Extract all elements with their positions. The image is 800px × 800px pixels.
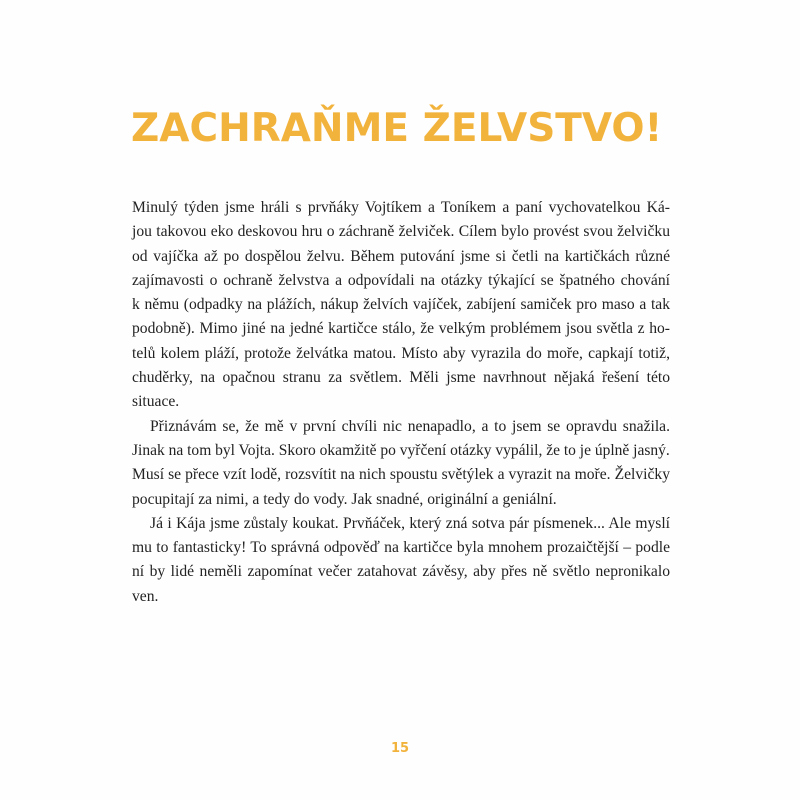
- text-line: Přiznávám se, že mě v první chvíli nic nenapadlo, a to jsem se opravdu snažila.: [150, 417, 670, 435]
- text-line: chuděrky, na opačnou stranu za světlem. Měli jsme navrhnout nějaká řešení této: [132, 369, 670, 387]
- text-line: od vajíčka až po dospělou želvu. Během putování jsme si četli na kartičkách různé: [132, 247, 670, 265]
- paragraph-2: [132, 415, 670, 512]
- page-number: 15: [390, 741, 410, 756]
- text-line: Musí se přece vzít lodě, rozsvítit na nich spoustu světýlek a vyrazit na moře. Želvičky: [132, 466, 670, 484]
- text-line: pocupitají za nimi, a tedy do vody. Jak snadné, originální a geniální.: [132, 490, 557, 508]
- text-line: mu to fantasticky! To správná odpověď na kartičce byla mnohem prozaičtější – podle: [132, 539, 670, 557]
- text-line: jou takovou eko deskovou hru o záchraně želviček. Cílem bylo provést svou želvičku: [132, 223, 670, 241]
- text-line: zajímavosti o ochraně želvstva a odpovídali na otázky týkající se špatného chování: [132, 271, 670, 289]
- text-line: ní by lidé neměli zapomínat večer zatahovat závěsy, aby přes ně světlo nepronikalo: [132, 563, 670, 581]
- text-line: Já i Kája jsme zůstaly koukat. Prvňáček, který zná sotva pár písmenek... Ale myslí: [150, 514, 670, 532]
- body-text: [132, 196, 670, 609]
- text-line: podobně). Mimo jiné na jedné kartičce stálo, že velkým problémem jsou světla z ho-: [132, 320, 670, 338]
- text-line: k němu (odpadky na plážích, nákup želvích vajíček, zabíjení samiček pro maso a tak: [132, 296, 670, 314]
- text-line: ven.: [132, 587, 159, 605]
- text-line: Jinak na tom byl Vojta. Skoro okamžitě po vyřčení otázky vypálil, že to je úplně jasný.: [132, 441, 670, 459]
- paragraph-3: [132, 512, 670, 609]
- text-line: telů kolem pláží, protože želvátka matou. Místo aby vyrazila do moře, capkají totiž,: [132, 344, 670, 362]
- paragraph-1: [132, 196, 670, 415]
- chapter-title: ZACHRAŇME ŽELVSTVO!: [131, 106, 663, 151]
- text-line: situace.: [132, 393, 180, 411]
- text-line: Minulý týden jsme hráli s prvňáky Vojtíkem a Toníkem a paní vychovatelkou Ká-: [132, 199, 670, 216]
